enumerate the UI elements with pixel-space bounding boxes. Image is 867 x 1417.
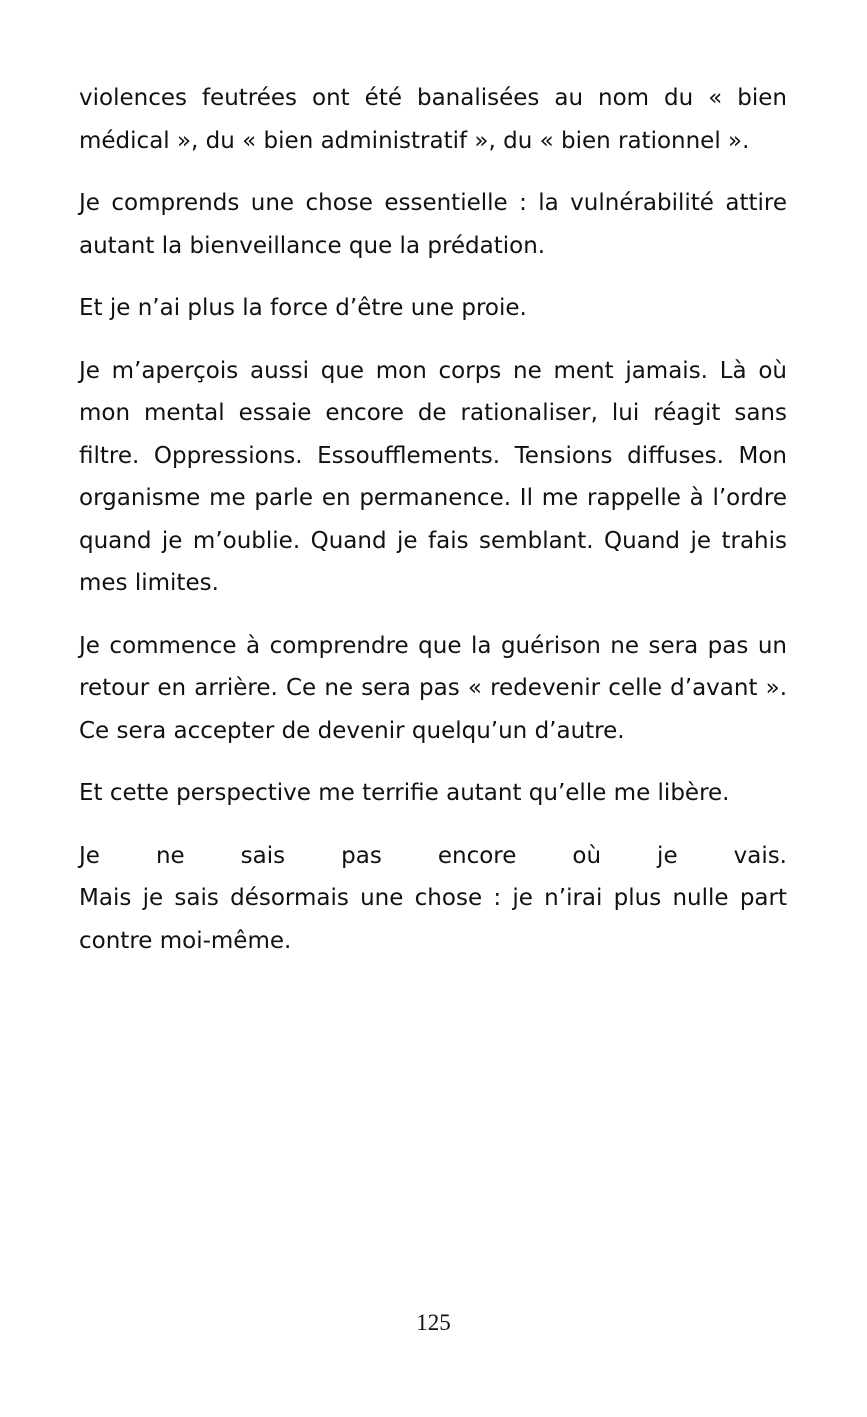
final-paragraph-line-2: Mais je sais désormais une chose : je n’irai plus nulle part contre moi-même. [79,885,787,954]
final-paragraph-line-1: Je ne sais pas encore où je vais. [79,842,787,869]
paragraph: Et cette perspective me terrifie autant qu’elle me libère. [79,780,730,806]
paragraph: Je m’aperçois aussi que mon corps ne ment jamais. Là où mon mental essaie encore de rationaliser, lui réagit sans filtre. Oppressions. Essoufflements. Tensions diffuses. Mon organisme me parle en permanence. Il me rappelle à l’ordre quand je m’oublie. Quand je fais semblant. Quand je trahis mes limites. [79,357,787,596]
paragraph: Je comprends une chose essentielle : la vulnérabilité attire autant la bienveillance que la prédation. [79,190,787,259]
body-text [79,77,787,982]
paragraph: violences feutrées ont été banalisées au nom du « bien médical », du « bien administratif », du « bien rationnel ». [79,85,787,154]
paragraph: Et je n’ai plus la force d’être une proie. [79,295,527,321]
paragraph: Je commence à comprendre que la guérison ne sera pas un retour en arrière. Ce ne sera pas « redevenir celle d’avant ». Ce sera accepter de devenir quelqu’un d’autre. [79,632,787,744]
page-number: 125 [416,1310,451,1335]
final-paragraph [79,835,787,963]
